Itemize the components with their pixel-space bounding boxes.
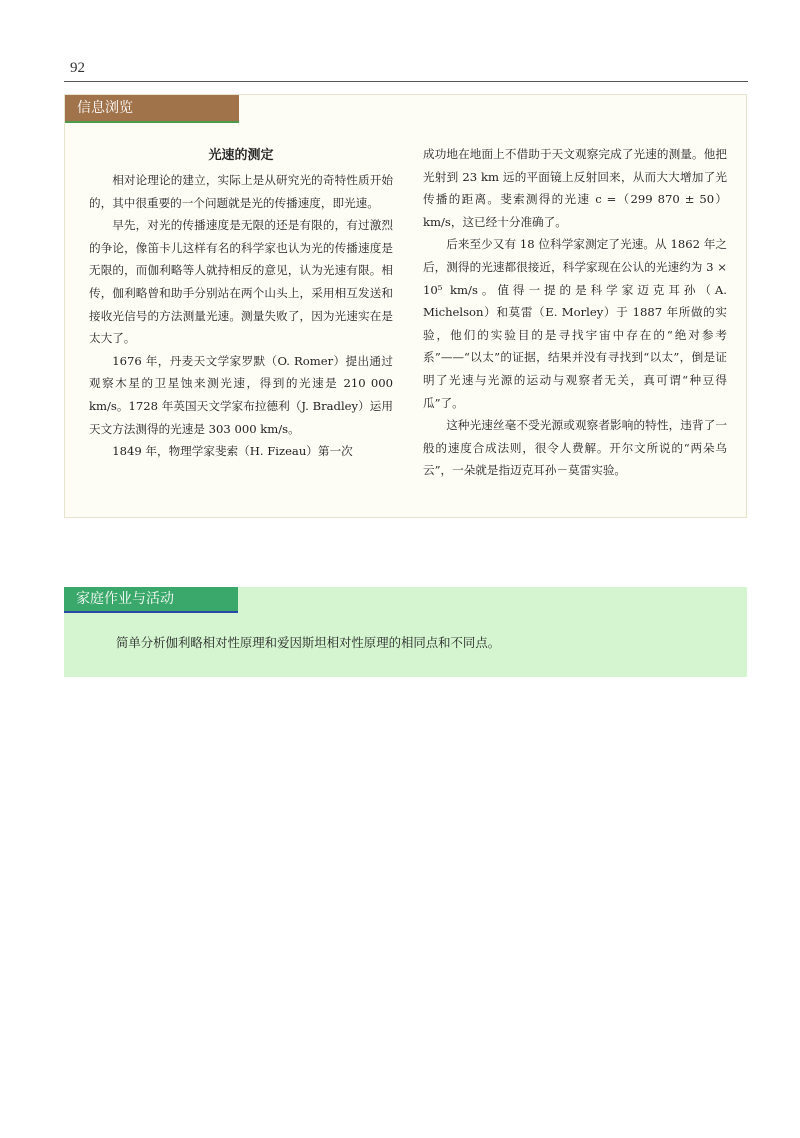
homework-text: 简单分析伽利略相对性原理和爱因斯坦相对性原理的相同点和不同点。 bbox=[116, 635, 501, 650]
paragraph: 这种光速丝毫不受光源或观察者影响的特性，违背了一般的速度合成法则，很令人费解。开尔文所说的“两朵乌云”，一朵就是指迈克耳孙－莫雷实验。 bbox=[423, 418, 727, 478]
paragraph: 后来至少又有 18 位科学家测定了光速。从 1862 年之后，测得的光速都很接近，科学家现在公认的光速约为 3 × 10⁵ km/s。值得一提的是科学家迈克耳孙（A. Michelson）和莫雷（E. Morley）于 1887 年所做的实验，他们的实验目的是寻找宇宙中存在的“绝对参考系”——“以太”的证据，结果并没有寻找到“以太”，倒是证明了光速与光源的运动与观察者无关，真可谓“种豆得瓜”了。 bbox=[423, 237, 727, 410]
article-title: 光速的测定 bbox=[208, 148, 274, 163]
info-browse-tab: 信息浏览 bbox=[65, 95, 239, 121]
info-browse-box bbox=[64, 94, 747, 518]
header-rule bbox=[64, 81, 748, 82]
homework-box bbox=[64, 587, 747, 677]
homework-tab: 家庭作业与活动 bbox=[64, 587, 238, 611]
page-number: 92 bbox=[70, 60, 85, 76]
paragraph: 相对论理论的建立，实际上是从研究光的奇特性质开始的，其中很重要的一个问题就是光的传播速度，即光速。 bbox=[89, 173, 393, 210]
paragraph: 1849 年，物理学家斐索（H. Fizeau）第一次 bbox=[112, 444, 353, 459]
article-left-column bbox=[89, 145, 393, 463]
article-right-column bbox=[423, 143, 727, 482]
paragraph-continuation: 成功地在地面上不借助于天文观察完成了光速的测量。他把光射到 23 km 远的平面镜上反射回来，从而大大增加了光传播的距离。斐索测得的光速 c =（299 870 ± 50）km/s，这已经十分准确了。 bbox=[423, 147, 727, 229]
homework-tab-underline bbox=[64, 611, 238, 613]
paragraph: 1676 年，丹麦天文学家罗默（O. Romer）提出通过观察木星的卫星蚀来测光速，得到的光速是 210 000 km/s。1728 年英国天文学家布拉德利（J. Bradley）运用天文方法测得的光速是 303 000 km/s。 bbox=[89, 353, 393, 436]
info-tab-underline bbox=[65, 121, 239, 123]
paragraph: 早先，对光的传播速度是无限的还是有限的，有过激烈的争论，像笛卡儿这样有名的科学家也认为光的传播速度是无限的，而伽利略等人就持相反的意见，认为光速有限。相传，伽利略曾和助手分别站在两个山头上，采用相互发送和接收光信号的方法测量光速。测量失败了，因为光速实在是太大了。 bbox=[89, 218, 393, 346]
